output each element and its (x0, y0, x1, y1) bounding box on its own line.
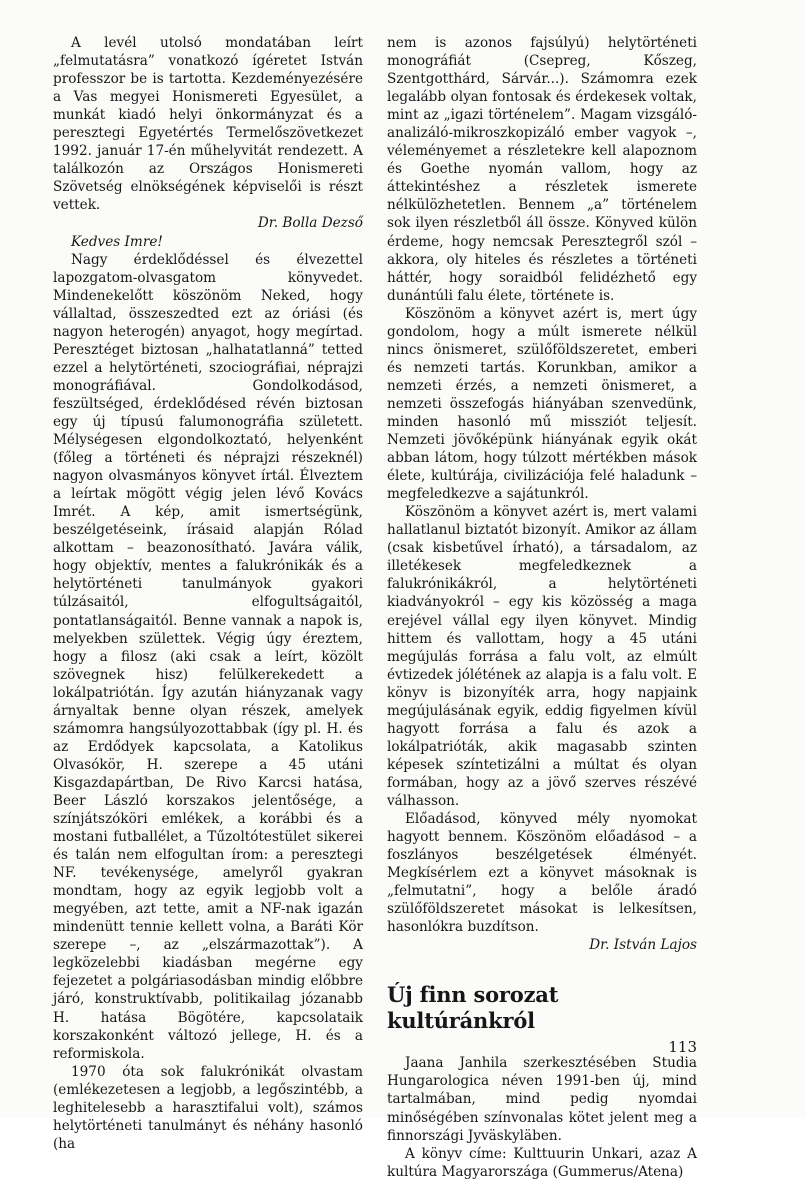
left-column (53, 34, 363, 1153)
letter-paragraph-4: Köszönöm a könyvet azért is, mert úgy gondolom, hogy a múlt ismerete nélkül nincs önismeret, szülőföldszeretet, emberi és nemzeti tartás. Korunkban, amikor a nemzeti érzés, a nemzeti önismeret, a nemzeti összefogás hiányában szenvedünk, minden hasonló mű missziót teljesít. Nemzeti jövőképünk hiányának egyik okát abban látom, hogy túlzott mértékben mások élete, kultúrája, civilizációja felé haladunk – megfeledkezve a sajátunkról. (387, 305, 697, 503)
article-paragraph-1: Jaana Janhila szerkesztésében Studia Hungarologica néven 1991-ben új, mind tartalmában, mind pedig nyomdai minőségében színvonalas kötet jelent meg a finnországi Jyväskyläben. (387, 1055, 697, 1144)
letter-paragraph-2: 1970 óta sok falukrónikát olvastam (emlékezetesen a legjobb, a legőszintébb, a leghitelesebb a harasztifalui volt), számos helytörténeti tanulmányt és néhány hasonló (ha (53, 1063, 363, 1152)
letter-paragraph-5: Köszönöm a könyvet azért is, mert valami hallatlanul biztatót bizonyít. Amikor az állam (csak kisbetűvel írható), a társadalom, az illetékesek megfeledkeznek a falukrónikákról, a helytörténeti kiadványokról – egy kis közösség a maga erejével vállal egy ilyen könyvet. Mindig hittem és vallottam, hogy a 45 utáni megújulás forrása a falu volt, az elmúlt évtizedek jólétének az alapja is a falu volt. E könyv is bizonyíték arra, hogy napjaink megújulásának egyik, eddig figyelmen kívül hagyott forrása a falu és azok a lokálpatrióták, akik magasabb szinten képesek színtetizálni a múltat és olyan formában, hogy az a jövő szerves részévé válhasson. (387, 504, 697, 809)
signature-bolla: Dr. Bolla Dezső (257, 215, 363, 232)
right-column (387, 34, 697, 1181)
letter-paragraph-1: Nagy érdeklődéssel és élvezettel lapozgatom-olvasgatom könyvedet. Mindenekelőtt köszönöm Neked, hogy vállaltad, összeszedted ezt az óriási (és nagyon heterogén) anyagot, hogy megírtad. Peresztéget biztosan „halhatatlanná” tetted ezzel a helytörténeti, szociográfiai, néprajzi monográfiával. Gondolkodásod, feszültséged, érdeklődésed révén biztosan egy új típusú falumonográfia született. Mélységesen elgondolkoztató, helyenként (főleg a történeti és néprajzi részeknél) nagyon olvasmányos könyvet írtál. Élveztem a leírtak mögött végig jelen lévő Kovács Imrét. A kép, amit ismertségünk, beszélgetéseink, írásaid alapján Rólad alkottam – beazonosítható. Javára válik, hogy objektív, mentes a falukrónikák és a helytörténeti tanulmányok gyakori túlzásaitól, elfogultságaitól, pontatlanságaitól. Benne vannak a napok is, melyekben születtek. Végig úgy éreztem, hogy a filosz (aki csak a leírt, közölt szövegnek hisz) felülkerekedett a lokálpatriótán. Így azután hiányzanak vagy árnyaltak benne olyan részek, amelyek számomra hangsúlyozottabbak (így pl. H. és az Erdődyek kapcsolata, a Katolikus Olvasókör, H. szerepe a 45 utáni Kisgazdapártban, De Rivo Karcsi hatása, Beer László korszakos jelentősége, a színjátszóköri emlékek, a korábbi és a mostani futballélet, a Tűzoltótestület sikerei és talán nem elfogultan írom: a peresztegi NF. tevékenysége, amelyről gyakran mondtam, hogy az egyik legjobb volt a megyében, azt tette, amit a NF-nak igazán mindenütt tennie kellett volna, a Baráti Kör szerepe –, az „elszármazottak”). A legközelebbi kiadásban megérne egy fejezetet a polgáriasodásban mindig előbbre járó, konstruktívabb, politikailag józanabb H. hatása Bögötére, kapcsolataik korszakonként változó jellege, H. és a reformiskola. (53, 251, 363, 1062)
article-heading: Új finn sorozat kultúránkról (387, 982, 559, 1034)
letter-paragraph-3: nem is azonos fajsúlyú) helytörténeti monográfiát (Csepreg, Kőszeg, Szentgotthárd, Sárvár...). Számomra ezek legalább olyan fontosak és érdekesek voltak, mint az „igazi történelem”. Magam vizsgáló-analizáló-mikroszkopizáló ember vagyok –, véleményemet a részletekre kell alapoznom és Goethe nyomán vallom, hogy az áttekintéshez a részletek ismerete nélkülözhetetlen. Bennem „a” történelem sok ilyen részletből áll össze. Könyved külön érdeme, hogy nemcsak Peresztegről szól – akkora, oly hiteles és részletes a történeti háttér, hogy soraidból felidézhető egy dunántúli falu élete, története is. (387, 35, 697, 304)
page-number: 113 (668, 1038, 697, 1056)
intro-paragraph: A levél utolsó mondatában leírt „felmutatásra” vonatkozó ígéretet István professzor be is tartotta. Kezdeményezésére a Vas megyei Honismereti Egyesület, a munkát kiadó helyi önkormányzat és a peresztegi Egyetértés Termelőszövetkezet 1992. január 17-én műhelyvitát rendezett. A találkozón az Országos Honismereti Szövetség elnökségének képviselői is részt vettek. (53, 35, 363, 214)
salutation: Kedves Imre! (71, 233, 163, 250)
letter-paragraph-6: Előadásod, könyved mély nyomokat hagyott bennem. Köszönöm előadásod – a foszlányos beszélgetések élményét. Megkísérlem ezt a könyvet másoknak is „felmutatni”, hogy a belőle áradó szülőföldszeretet másokat is lelkesítsen, hasonlókra buzdítson. (387, 811, 697, 936)
signature-istvan: Dr. István Lajos (589, 937, 697, 954)
article-paragraph-2: A könyv címe: Kulttuurin Unkari, azaz A kultúra Magyarországa (Gummerus/Atena) (387, 1145, 697, 1180)
